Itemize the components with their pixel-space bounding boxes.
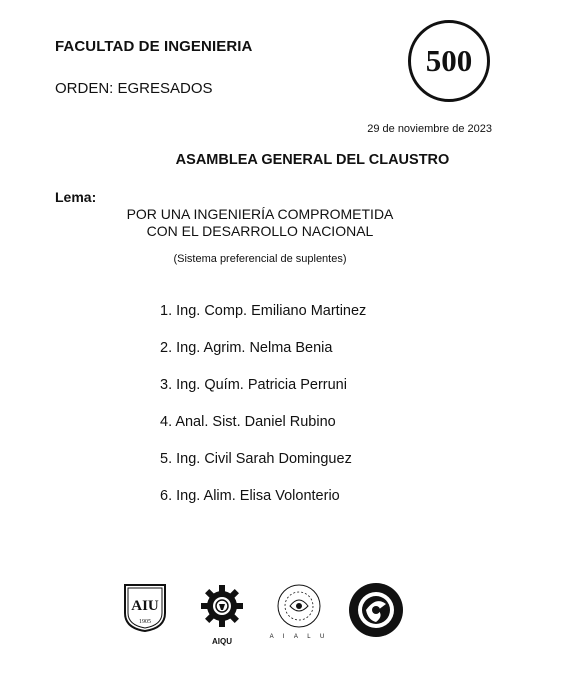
lema-line-1: POR UNA INGENIERÍA COMPROMETIDA: [126, 206, 394, 222]
aialu-label: A I A L U: [269, 634, 329, 640]
aiu-logo: [122, 583, 168, 633]
lema-label: Lema:: [55, 189, 97, 205]
page-title-text: ASAMBLEA GENERAL DEL CLAUSTRO: [175, 152, 450, 168]
lema-text: [0, 206, 520, 240]
aiu-year: 1905: [139, 619, 151, 625]
election-date: 29 de noviembre de 2023: [367, 123, 492, 135]
seal-icon: [268, 582, 330, 632]
lema-note: (Sistema preferencial de suplentes): [173, 253, 347, 265]
aiu-shield-icon: [122, 583, 168, 633]
list-item: 5. Ing. Civil Sarah Dominguez: [160, 451, 352, 467]
circular-emblem-logo: [348, 582, 404, 638]
aiu-letters: AIU: [131, 598, 159, 614]
list-number-badge: [408, 20, 490, 102]
list-item: 6. Ing. Alim. Elisa Volonterio: [160, 488, 340, 504]
logo-row: [120, 578, 420, 648]
gear-icon: [200, 584, 244, 634]
list-item: 1. Ing. Comp. Emiliano Martinez: [160, 303, 367, 319]
emblem-icon: [348, 582, 404, 638]
faculty-name: FACULTAD DE INGENIERIA: [55, 38, 253, 55]
aialu-logo: [268, 582, 330, 644]
list-item: 2. Ing. Agrim. Nelma Benia: [160, 340, 333, 356]
lema-line-2: CON EL DESARROLLO NACIONAL: [146, 223, 374, 239]
candidate-list: [160, 301, 366, 523]
page-title: [0, 152, 573, 168]
list-item: 4. Anal. Sist. Daniel Rubino: [160, 414, 336, 430]
aiqu-label: AIQU: [212, 637, 232, 646]
orden-label: ORDEN: EGRESADOS: [55, 80, 213, 97]
list-item: 3. Ing. Quím. Patricia Perruni: [160, 377, 347, 393]
list-number: 500: [425, 43, 473, 78]
aiqu-logo: [200, 584, 244, 646]
